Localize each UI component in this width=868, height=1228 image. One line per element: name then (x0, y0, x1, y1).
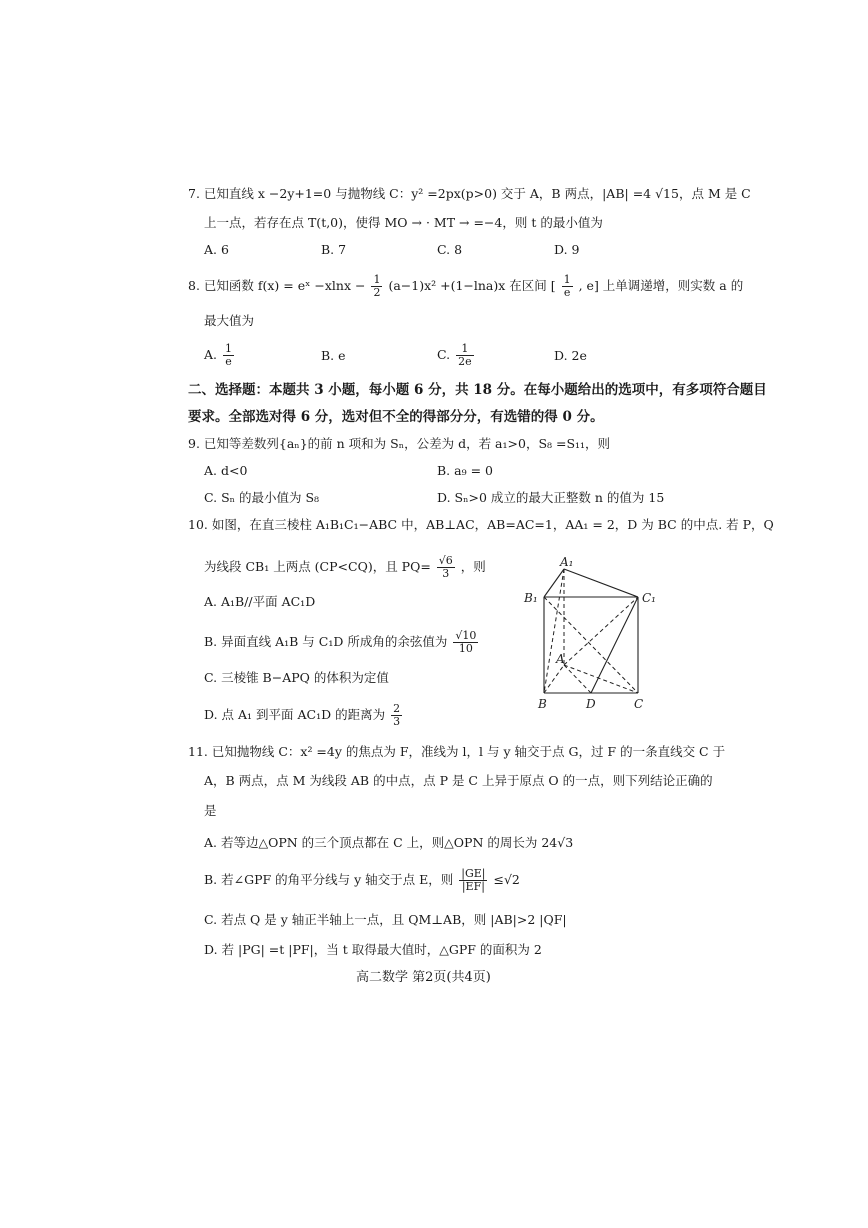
segment-ac1 (564, 597, 638, 665)
segment-b1c (544, 597, 638, 693)
q7-option-a: A. 6 (204, 242, 229, 257)
q10-option-b (204, 630, 480, 655)
segment-ad (564, 665, 591, 693)
q9-option-d: D. Sₙ>0 成立的最大正整数 n 的值为 15 (437, 490, 665, 505)
q7-option-c: C. 8 (437, 242, 463, 257)
section2-heading-line2: 要求。全部选对得 6 分，选对但不全的得部分分，有选错的得 0 分。 (188, 409, 604, 425)
label-a: A (556, 652, 565, 666)
q8-option-c-frac (456, 343, 474, 368)
q8-frac-half (371, 274, 382, 299)
q8-option-c-den: 2e (458, 355, 472, 368)
q7-line1: 7. 已知直线 x −2y+1=0 与抛物线 C：y² =2px(p>0) 交于 A，B 两点，|AB| =4 √15，点 M 是 C (188, 186, 751, 201)
section2-heading-line1: 二、选择题：本题共 3 小题，每小题 6 分，共 18 分。在每小题给出的选项中，有多项符合题目 (188, 382, 767, 398)
q8-line1-mid: (a−1)x² +(1−lna)x 在区间 [ (388, 278, 556, 293)
edge-a1c1 (564, 569, 638, 597)
q11-option-b (204, 868, 520, 893)
q8-line1-pre: 8. 已知函数 f(x) = eˣ −xlnx − (188, 278, 366, 293)
q8-frac-1e-den: e (563, 286, 571, 299)
q10-line2-post: ，则 (460, 559, 486, 574)
q11-option-b-num: |GE| (461, 867, 486, 880)
q11-option-d: D. 若 |PG| =t |PF|，当 t 取得最大值时，△GPF 的面积为 2 (204, 942, 542, 957)
q9-option-c: C. Sₙ 的最小值为 S₈ (204, 490, 320, 505)
q8-frac-1e (562, 274, 573, 299)
q8-line1 (188, 274, 743, 299)
q9-stem: 9. 已知等差数列{aₙ}的前 n 项和为 Sₙ，公差为 d，若 a₁>0，S₈ =S₁₁，则 (188, 436, 611, 451)
q11-option-b-frac (459, 868, 487, 893)
q8-option-a-frac (223, 343, 234, 368)
q10-option-d-pre: D. 点 A₁ 到平面 AC₁D 的距离为 (204, 707, 386, 722)
q10-pq-den: 3 (442, 567, 450, 580)
q8-option-a-label: A. (204, 347, 218, 362)
q11-line3: 是 (204, 803, 217, 818)
label-a1: A₁ (560, 555, 574, 569)
q10-option-d-den: 3 (393, 715, 401, 728)
q10-option-a: A. A₁B//平面 AC₁D (204, 594, 316, 609)
segment-c1d (591, 597, 638, 693)
page-footer: 高二数学 第2页(共4页) (356, 970, 491, 985)
q11-option-c: C. 若点 Q 是 y 轴正半轴上一点，且 QM⊥AB，则 |AB|>2 |QF| (204, 912, 567, 927)
q10-option-b-den: 10 (458, 642, 473, 655)
label-c1: C₁ (642, 591, 656, 605)
q11-option-b-pre: B. 若∠GPF 的角平分线与 y 轴交于点 E，则 (204, 872, 454, 887)
q8-option-c (437, 343, 476, 368)
q8-option-c-label: C. (437, 347, 451, 362)
q10-option-c: C. 三棱锥 B−APQ 的体积为定值 (204, 670, 389, 685)
q11-line1: 11. 已知抛物线 C：x² =4y 的焦点为 F，准线为 l，l 与 y 轴交于点 G，过 F 的一条直线交 C 于 (188, 744, 726, 759)
q8-line1-post: , e] 上单调递增，则实数 a 的 (578, 278, 744, 293)
label-b1: B₁ (524, 591, 538, 605)
q7-line2: 上一点，若存在点 T(t,0)，使得 MO → · MT → =−4，则 t 的最小值为 (204, 215, 603, 230)
q10-option-b-pre: B. 异面直线 A₁B 与 C₁D 所成角的余弦值为 (204, 634, 448, 649)
q8-option-b: B. e (321, 348, 346, 363)
q11-option-b-post: ≤√2 (493, 872, 520, 887)
segment-a1b (544, 569, 564, 693)
label-c: C (634, 697, 644, 711)
q10-option-b-frac (453, 630, 478, 655)
prism-figure (520, 555, 660, 715)
q10-option-d (204, 703, 404, 728)
q8-option-a (204, 343, 236, 368)
q8-frac-1e-num: 1 (563, 273, 571, 286)
edge-ac (564, 665, 638, 693)
q8-option-c-num: 1 (456, 343, 474, 356)
q8-line2: 最大值为 (204, 313, 255, 328)
q7-option-d: D. 9 (554, 242, 580, 257)
q8-frac-half-den: 2 (373, 286, 381, 299)
label-b: B (538, 697, 547, 711)
q8-option-d: D. 2e (554, 348, 587, 363)
q10-line1: 10. 如图，在直三棱柱 A₁B₁C₁−ABC 中，AB⊥AC，AB=AC=1，AA₁ = 2，D 为 BC 的中点. 若 P，Q (188, 517, 774, 532)
edge-b1a1 (544, 569, 564, 597)
q11-option-a: A. 若等边△OPN 的三个顶点都在 C 上，则△OPN 的周长为 24√3 (204, 835, 574, 850)
q8-option-a-num: 1 (225, 342, 232, 355)
q10-option-d-num: 2 (393, 702, 401, 715)
q10-option-d-frac (391, 703, 402, 728)
label-d: D (586, 697, 596, 711)
q11-line2: A，B 两点，点 M 为线段 AB 的中点，点 P 是 C 上异于原点 O 的一点，则下列结论正确的 (204, 773, 713, 788)
q10-line2-pre: 为线段 CB₁ 上两点 (CP<CQ)，且 PQ= (204, 559, 431, 574)
edge-ba (544, 665, 564, 693)
q8-option-a-den: e (225, 355, 232, 368)
q8-frac-half-num: 1 (373, 273, 381, 286)
q7-option-b: B. 7 (321, 242, 347, 257)
q10-option-b-num: √10 (455, 629, 477, 642)
q9-option-b: B. a₉ = 0 (437, 463, 493, 478)
q9-option-a: A. d<0 (204, 463, 248, 478)
q10-pq-frac (437, 555, 455, 580)
q10-pq-num: √6 (438, 554, 453, 567)
q11-option-b-den: |EF| (461, 880, 485, 893)
q10-line2 (204, 555, 486, 580)
